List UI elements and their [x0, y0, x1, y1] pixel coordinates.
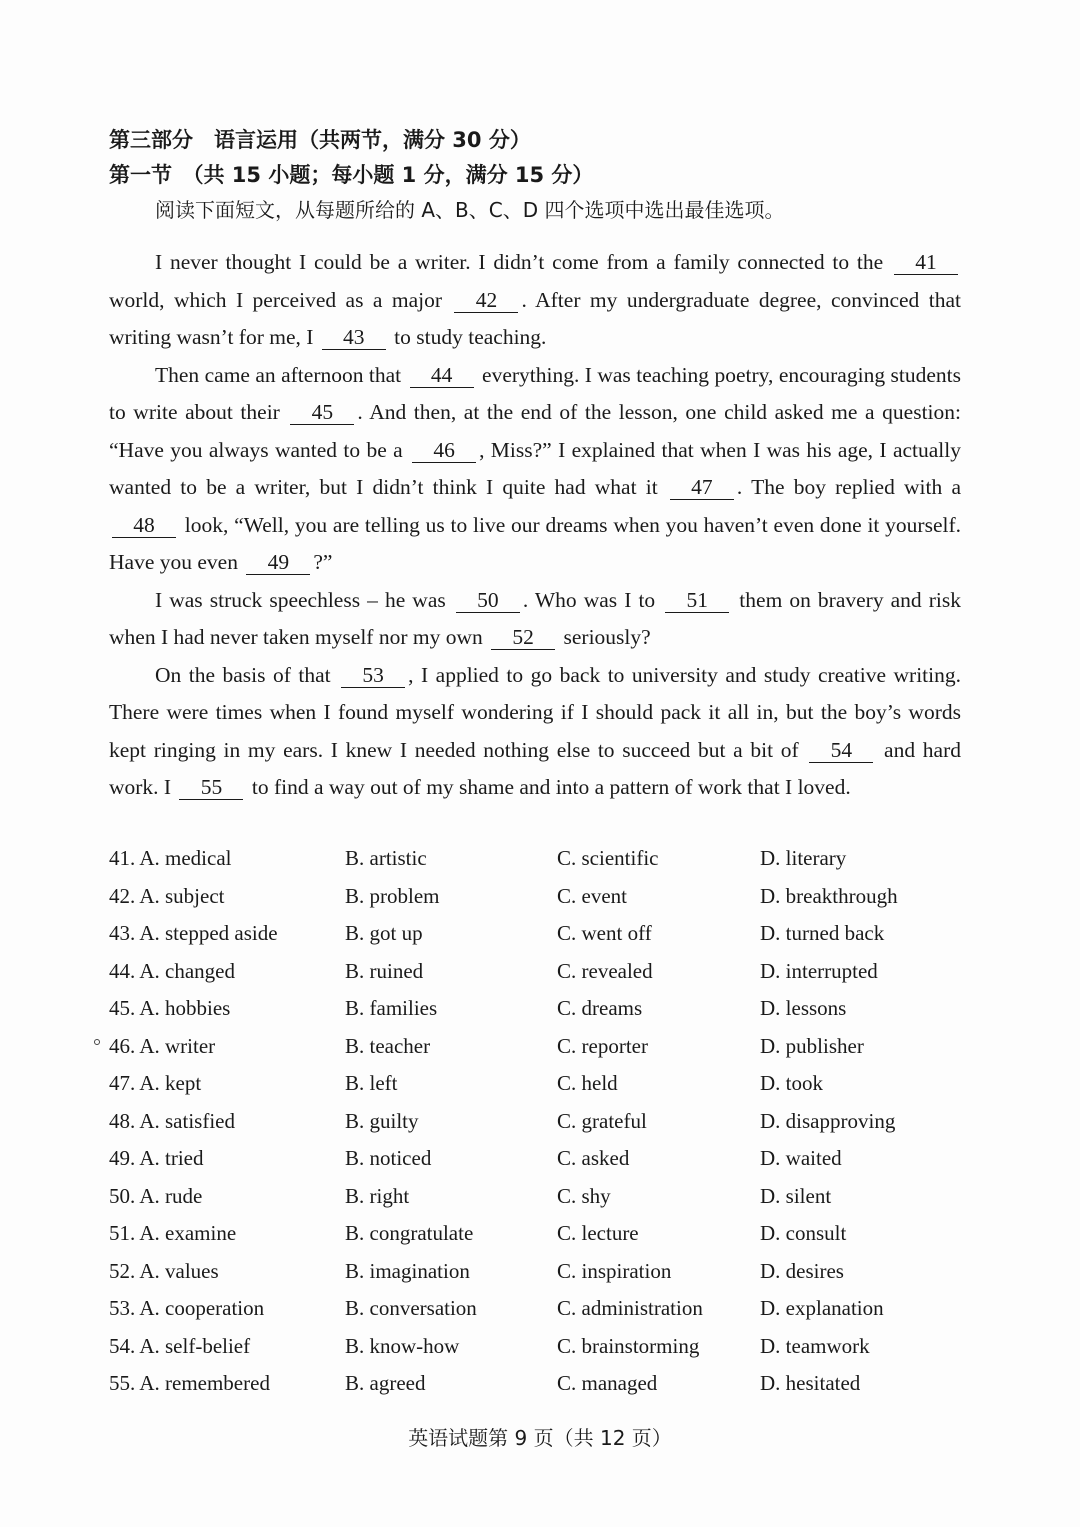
passage-text: I was struck speechless – he was — [155, 587, 453, 612]
option-b: B. agreed — [345, 1371, 426, 1395]
passage-text: to study teaching. — [388, 325, 547, 349]
passage-paragraph — [109, 657, 961, 807]
blank-47: 47 — [670, 475, 734, 500]
option-c: C. reporter — [557, 1033, 648, 1058]
blank-50: 50 — [456, 588, 520, 613]
passage-text: world, which I perceived as a major — [109, 287, 452, 312]
option-row — [109, 1328, 969, 1366]
option-d: D. disapproving — [760, 1108, 896, 1133]
passage-text: On the basis of that — [155, 662, 339, 687]
option-b: B. got up — [345, 921, 423, 945]
option-a: 55. A. remembered — [109, 1371, 270, 1395]
passage-paragraph — [109, 357, 961, 582]
option-d: D. breakthrough — [760, 883, 898, 908]
option-b: B. families — [345, 996, 438, 1020]
blank-52: 52 — [491, 625, 555, 650]
option-a: 54. A. self-belief — [109, 1333, 251, 1358]
stray-mark — [94, 1039, 100, 1045]
option-row — [109, 1290, 969, 1328]
option-c: C. grateful — [557, 1108, 647, 1133]
option-d: D. took — [760, 1071, 823, 1095]
option-a: 43. A. stepped aside — [109, 921, 278, 945]
passage-text: Then came an afternoon that — [155, 362, 407, 387]
options-list — [109, 840, 969, 1403]
passage-text: , I applied to go back to university and study creative writing. There were times when I found myself wondering if I should pack it all in, but the boy’s words kept ringing in my ears. I knew I needed nothing else to succeed but a bit of — [109, 662, 961, 762]
option-c: C. event — [557, 883, 627, 908]
option-row — [109, 1065, 969, 1103]
passage-text: look, “Well, you are telling us to live our dreams when you haven’t even done it yourself. Have you even — [109, 512, 961, 574]
blank-42: 42 — [454, 288, 518, 313]
option-c: C. scientific — [557, 846, 659, 870]
blank-45: 45 — [290, 400, 354, 425]
option-a: 50. A. rude — [109, 1183, 203, 1208]
passage-text: to find a way out of my shame and into a pattern of work that I loved. — [246, 775, 851, 799]
option-row — [109, 878, 969, 916]
passage-text: them on bravery and risk when I had never taken myself nor my own — [109, 587, 961, 649]
blank-55: 55 — [179, 775, 243, 800]
option-d: D. lessons — [760, 996, 847, 1020]
option-a: 48. A. satisfied — [109, 1108, 235, 1133]
passage-text: . The boy replied with a — [736, 475, 961, 499]
passage-text: . And then, at the end of the lesson, one child asked me a question: “Have you always wanted to be a — [109, 400, 961, 462]
option-d: D. turned back — [760, 921, 885, 945]
option-b: B. right — [345, 1183, 410, 1208]
option-b: B. left — [345, 1071, 398, 1095]
blank-51: 51 — [665, 588, 729, 613]
option-row — [109, 1140, 969, 1178]
option-a: 53. A. cooperation — [109, 1296, 265, 1320]
blank-46: 46 — [412, 438, 476, 463]
option-b: B. teacher — [345, 1033, 431, 1058]
part-title: 第三部分 语言运用（共两节，满分 30 分） — [109, 128, 531, 152]
option-a: 41. A. medical — [109, 846, 232, 870]
option-c: C. shy — [557, 1183, 611, 1208]
option-d: D. teamwork — [760, 1333, 870, 1358]
option-c: C. held — [557, 1071, 618, 1095]
option-d: D. hesitated — [760, 1371, 861, 1395]
option-row — [109, 840, 969, 878]
blank-41: 41 — [894, 250, 958, 275]
option-row — [109, 915, 969, 953]
option-d: D. publisher — [760, 1033, 864, 1058]
passage-text: . After my undergraduate degree, convinced that writing wasn’t for me, I — [109, 287, 961, 349]
passage-text: everything. I was teaching poetry, encouraging students to write about their — [109, 362, 961, 424]
option-c: C. administration — [557, 1296, 703, 1320]
option-row — [109, 990, 969, 1028]
option-c: C. revealed — [557, 958, 653, 983]
option-row — [109, 1178, 969, 1216]
option-b: B. artistic — [345, 846, 427, 870]
option-a: 46. A. writer — [109, 1033, 216, 1058]
option-d: D. desires — [760, 1258, 844, 1283]
instruction-text: 阅读下面短文，从每题所给的 A、B、C、D 四个选项中选出最佳选项。 — [155, 198, 785, 222]
option-d: D. interrupted — [760, 958, 878, 983]
passage-text: . Who was I to — [522, 587, 663, 612]
passage-paragraph — [109, 582, 961, 657]
blank-54: 54 — [809, 738, 873, 763]
option-c: C. went off — [557, 921, 652, 945]
passage-paragraph — [109, 244, 961, 357]
option-b: B. imagination — [345, 1258, 470, 1283]
option-a: 49. A. tried — [109, 1146, 204, 1170]
option-row — [109, 1215, 969, 1253]
blank-49: 49 — [246, 550, 310, 575]
blank-44: 44 — [410, 363, 474, 388]
option-c: C. brainstorming — [557, 1333, 700, 1358]
option-c: C. dreams — [557, 996, 643, 1020]
option-b: B. ruined — [345, 958, 424, 983]
blank-43: 43 — [322, 325, 386, 350]
option-b: B. conversation — [345, 1296, 477, 1320]
option-b: B. guilty — [345, 1108, 419, 1133]
option-a: 42. A. subject — [109, 883, 225, 908]
option-row — [109, 1365, 969, 1403]
option-row — [109, 1253, 969, 1291]
option-c: C. inspiration — [557, 1258, 672, 1283]
passage-text: and hard work. I — [109, 737, 961, 799]
section-title: 第一节 （共 15 小题；每小题 1 分，满分 15 分） — [109, 163, 594, 187]
option-d: D. waited — [760, 1146, 842, 1170]
option-d: D. consult — [760, 1221, 847, 1245]
passage-text: ?” — [313, 550, 333, 574]
page-footer: 英语试题第 9 页（共 12 页） — [408, 1426, 672, 1450]
passage-text: seriously? — [558, 625, 651, 649]
passage-text: I never thought I could be a writer. I didn’t come from a family connected to the — [155, 250, 891, 274]
blank-48: 48 — [112, 513, 176, 538]
option-d: D. explanation — [760, 1296, 884, 1320]
option-b: B. know-how — [345, 1333, 460, 1358]
option-c: C. managed — [557, 1371, 658, 1395]
option-a: 51. A. examine — [109, 1221, 237, 1245]
option-b: B. congratulate — [345, 1221, 474, 1245]
option-row — [109, 1028, 969, 1066]
option-b: B. problem — [345, 883, 440, 908]
option-row — [109, 1103, 969, 1141]
option-row — [109, 953, 969, 991]
option-a: 45. A. hobbies — [109, 996, 231, 1020]
passage-text: , Miss?” I explained that when I was his age, I actually wanted to be a writer, but I didn’t think I quite had what it — [109, 437, 961, 499]
blank-53: 53 — [341, 663, 405, 688]
option-b: B. noticed — [345, 1146, 432, 1170]
cloze-passage — [109, 244, 961, 807]
option-a: 52. A. values — [109, 1258, 219, 1283]
option-a: 44. A. changed — [109, 958, 235, 983]
option-c: C. lecture — [557, 1221, 639, 1245]
option-d: D. silent — [760, 1183, 832, 1208]
option-a: 47. A. kept — [109, 1071, 202, 1095]
option-c: C. asked — [557, 1146, 630, 1170]
option-d: D. literary — [760, 846, 847, 870]
